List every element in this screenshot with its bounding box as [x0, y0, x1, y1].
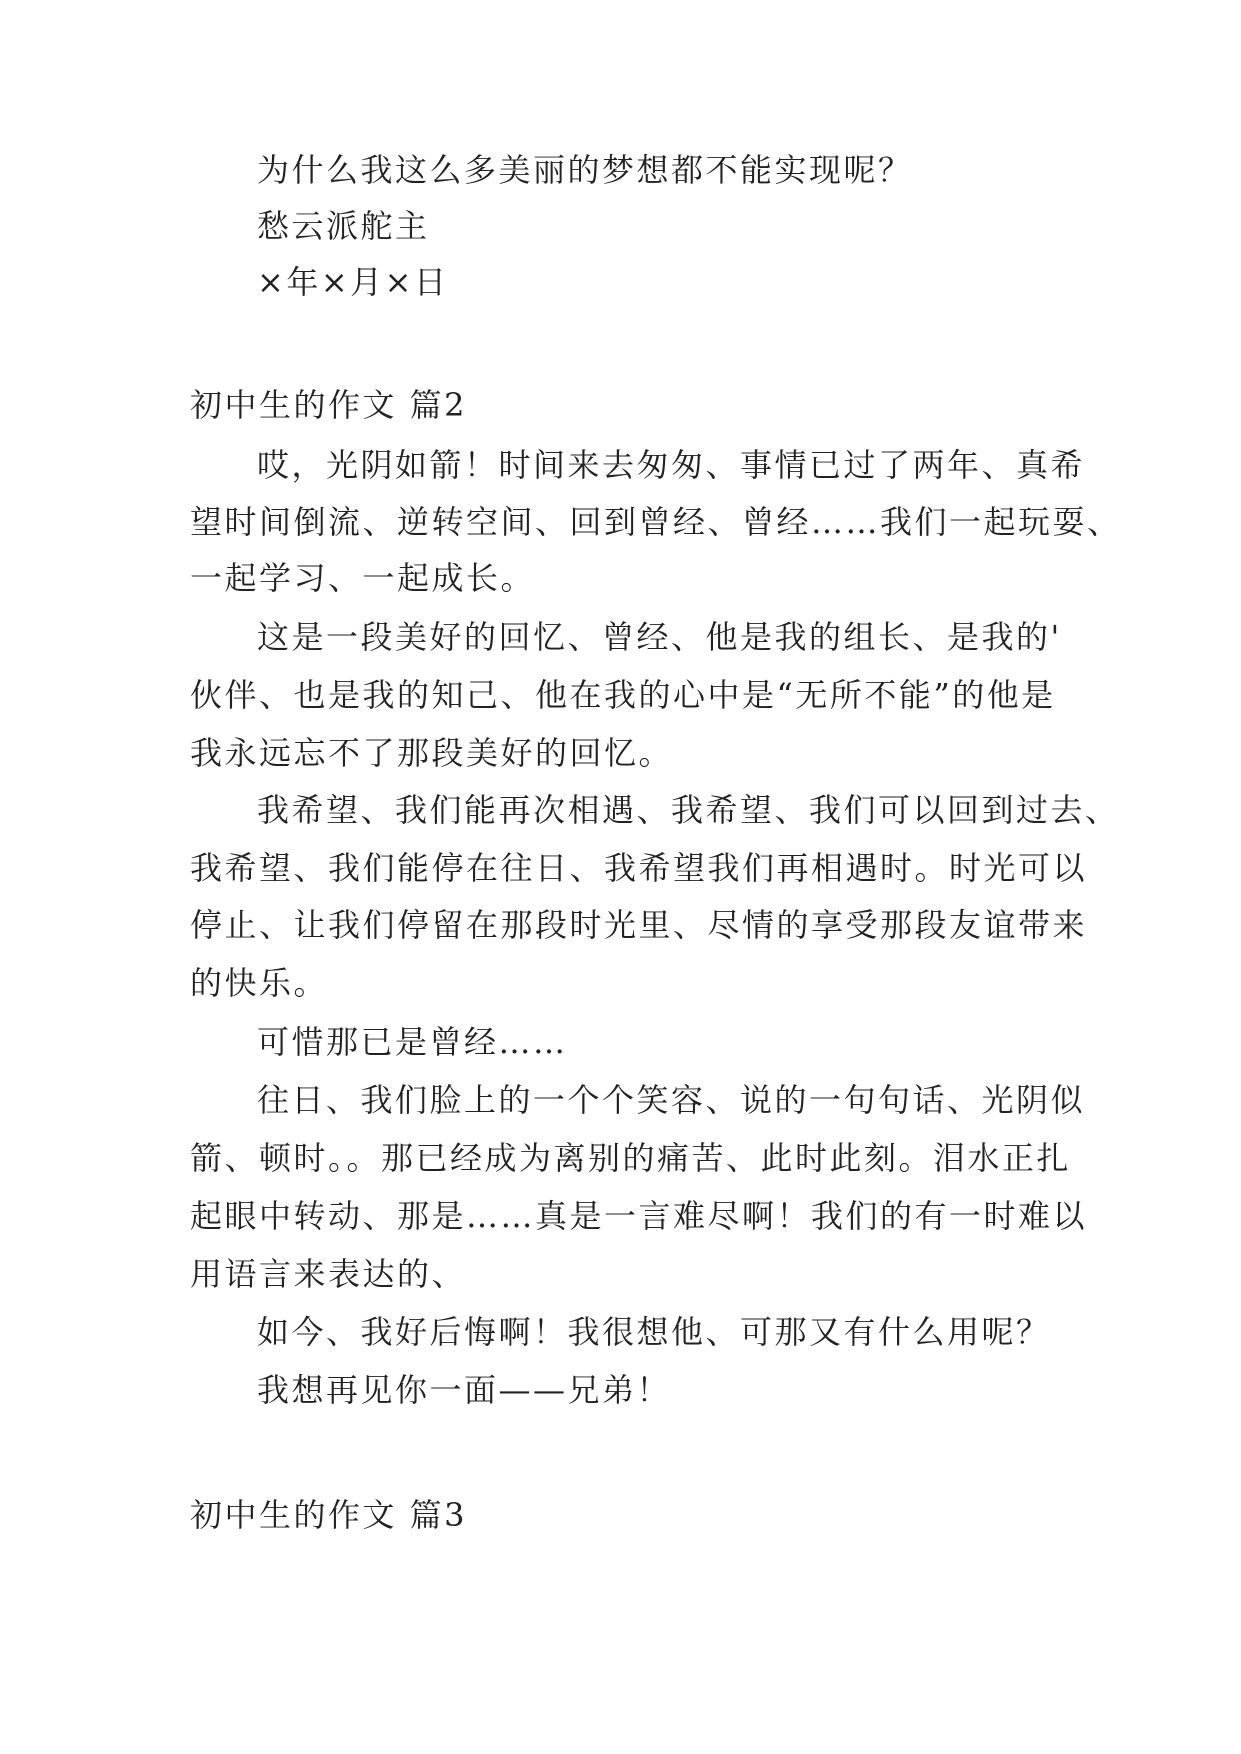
intro-date: ×年×月×日 [257, 263, 449, 301]
essay-2-heading: 初中生的作文 篇2 [190, 386, 468, 424]
intro-signature: 愁云派舵主 [257, 207, 430, 245]
essay-2-line: 的快乐。 [190, 964, 329, 1002]
essay-2-line: 箭、顿时。。那已经成为离别的痛苦、此时此刻。泪水正扎 [190, 1139, 1072, 1177]
essay-2-line: 哎，光阴如箭！时间来去匆匆、事情已过了两年、真希 [257, 446, 1086, 484]
essay-2-line: 伙伴、也是我的知己、他在我的心中是“无所不能”的他是 [190, 676, 1056, 714]
intro-question: 为什么我这么多美丽的梦想都不能实现呢？ [257, 151, 913, 189]
essay-2-line: 这是一段美好的回忆、曾经、他是我的组长、是我的' [257, 618, 1062, 656]
essay-2-line: 我希望、我们能停在往日、我希望我们再相遇时。时光可以 [190, 849, 1088, 887]
essay-2-line: 用语言来表达的、 [190, 1255, 467, 1293]
essay-2-line: 可惜那已是曾经…… [257, 1023, 568, 1061]
essay-2-line: 我永远忘不了那段美好的回忆。 [190, 734, 674, 772]
essay-2-line: 一起学习、一起成长。 [190, 559, 536, 597]
essay-2-line: 停止、让我们停留在那段时光里、尽情的享受那段友谊带来 [190, 906, 1088, 944]
essay-3-heading: 初中生的作文 篇3 [190, 1496, 468, 1534]
essay-2-line: 往日、我们脸上的一个个笑容、说的一句句话、光阴似 [257, 1081, 1086, 1119]
essay-2-line: 如今、我好后悔啊！我很想他、可那又有什么用呢？ [257, 1313, 1051, 1351]
essay-2-line: 我想再见你一面——兄弟！ [257, 1371, 672, 1409]
essay-2-line: 我希望、我们能再次相遇、我希望、我们可以回到过去、 [257, 791, 1120, 829]
essay-2-line: 望时间倒流、逆转空间、回到曾经、曾经……我们一起玩耍、 [190, 503, 1122, 541]
essay-2-line: 起眼中转动、那是……真是一言难尽啊！我们的有一时难以 [190, 1197, 1088, 1235]
